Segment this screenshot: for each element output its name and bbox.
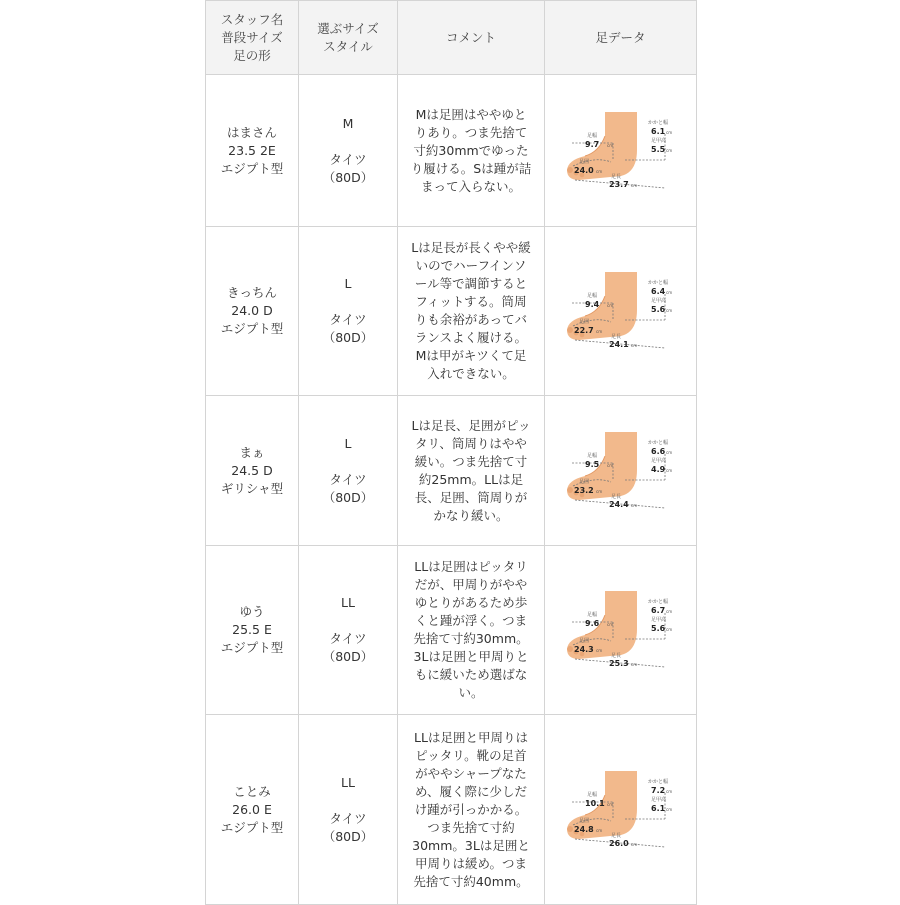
instep-height-label: 足甲高 bbox=[650, 457, 666, 464]
foot-shape: エジプト型 bbox=[220, 640, 284, 655]
instep-height-label: 足甲高 bbox=[650, 137, 666, 144]
length-unit: cm bbox=[630, 662, 637, 667]
girth-unit: cm bbox=[595, 488, 602, 494]
comment-line: Mは足囲はややゆと bbox=[415, 106, 527, 122]
instep-height-value: 4.9 bbox=[650, 464, 665, 474]
style-denier: （80D） bbox=[322, 828, 374, 844]
foot-data-cell bbox=[545, 396, 697, 546]
foot-diagram bbox=[565, 430, 677, 512]
instep-height-value: 5.5 bbox=[650, 144, 665, 154]
staff-name: はまさん bbox=[226, 124, 277, 140]
style-name: タイツ bbox=[329, 810, 367, 826]
table-row bbox=[206, 396, 697, 546]
chosen-size: LL bbox=[341, 595, 355, 610]
style-name: タイツ bbox=[329, 631, 367, 646]
foot-width-value: 9.5 bbox=[584, 459, 599, 469]
girth-unit: cm bbox=[595, 827, 602, 833]
comment-line: い。 bbox=[458, 685, 484, 700]
size-cell bbox=[299, 75, 398, 227]
instep-height-label: 足甲高 bbox=[650, 298, 666, 304]
comment-line: 緩い。つま先捨て寸 bbox=[414, 453, 528, 469]
size-cell bbox=[299, 715, 398, 905]
comment-line: り履ける。Sは踵が詰 bbox=[410, 160, 532, 176]
comment-line: がややシャープなた bbox=[415, 765, 527, 781]
girth-unit: cm bbox=[595, 329, 602, 334]
comment-line: つま先捨て寸約 bbox=[427, 819, 515, 835]
comment-line: Lは足長、足囲がピッ bbox=[411, 417, 531, 433]
length-value: 25.3 bbox=[608, 659, 629, 668]
girth-value: 24.0 bbox=[573, 165, 594, 175]
foot-width-value: 10.1 bbox=[584, 798, 605, 808]
heel-width-unit: cm bbox=[665, 129, 672, 135]
girth-unit: cm bbox=[595, 648, 602, 653]
heel-width-unit: cm bbox=[665, 609, 672, 614]
comment-line: 30mm。3Lは足囲と bbox=[412, 837, 530, 853]
foot-data-cell bbox=[545, 715, 697, 905]
width-label: 足幅 bbox=[586, 132, 597, 139]
heel-width-value: 6.6 bbox=[650, 446, 665, 456]
comment-line: Lは足長が長くやや緩 bbox=[411, 240, 531, 255]
comment-line: 3Lは足囲と甲周りと bbox=[413, 649, 529, 664]
comment-cell bbox=[398, 546, 545, 715]
comment-line: 長、足囲、筒周りが bbox=[414, 489, 528, 505]
comment-line: くと踵が浮く。つま bbox=[414, 613, 528, 628]
chosen-size: L bbox=[344, 435, 352, 451]
comment-line: タリ、筒周りはやや bbox=[415, 435, 527, 451]
header-comment: コメント bbox=[398, 1, 545, 75]
comment-line: りあり。つま先捨て bbox=[414, 124, 528, 140]
width-label: 足幅 bbox=[586, 452, 597, 459]
length-value: 23.7 bbox=[608, 179, 629, 189]
girth-label: 足囲 bbox=[578, 319, 589, 325]
comment-line: 寸約30mmでゆった bbox=[413, 142, 529, 158]
girth-value: 23.2 bbox=[573, 485, 594, 495]
comment-line: 入れできない。 bbox=[427, 366, 515, 381]
instep-height-unit: cm bbox=[665, 147, 672, 153]
staff-name: まぁ bbox=[239, 444, 265, 460]
header-staff bbox=[206, 1, 299, 75]
heel-width-label: かかと幅 bbox=[647, 280, 668, 286]
comment-line: 約25mm。LLは足 bbox=[418, 471, 524, 487]
header-staff-line: 普段サイズ bbox=[221, 29, 283, 45]
comment-line: Mは甲がキツくて足 bbox=[415, 348, 527, 363]
comment-line: LLは足囲と甲周りは bbox=[414, 729, 528, 745]
usual-size: 24.0 D bbox=[231, 303, 273, 318]
header-staff-line: スタッフ名 bbox=[220, 11, 284, 27]
girth-unit: cm bbox=[595, 168, 602, 174]
length-label: 足長 bbox=[610, 173, 621, 180]
comment-cell bbox=[398, 715, 545, 905]
heel-width-unit: cm bbox=[665, 788, 672, 794]
length-value: 26.0 bbox=[608, 838, 629, 848]
chosen-size: M bbox=[342, 115, 354, 131]
style-denier: （80D） bbox=[322, 330, 374, 345]
staff-cell bbox=[206, 75, 299, 227]
girth-value: 24.3 bbox=[573, 645, 594, 654]
header-staff-line: 足の形 bbox=[233, 47, 271, 63]
header-size-line: 選ぶサイズ bbox=[317, 20, 379, 36]
length-label: 足長 bbox=[610, 334, 621, 340]
staff-cell bbox=[206, 715, 299, 905]
instep-height-value: 5.6 bbox=[650, 624, 665, 633]
comment-line: 先捨て寸約40mm。 bbox=[413, 873, 529, 889]
usual-size: 26.0 E bbox=[232, 801, 272, 817]
heel-width-value: 6.1 bbox=[650, 126, 665, 136]
girth-label: 足囲 bbox=[578, 817, 589, 824]
comment-line: ール等で調節すると bbox=[414, 276, 528, 291]
width-unit: cm bbox=[606, 801, 613, 807]
width-unit: cm bbox=[606, 622, 613, 627]
heel-width-label: かかと幅 bbox=[647, 778, 668, 785]
comment-line: ピッタリ。靴の足首 bbox=[415, 747, 527, 763]
style-name: タイツ bbox=[329, 471, 367, 487]
size-cell bbox=[299, 227, 398, 396]
length-label: 足長 bbox=[610, 653, 621, 659]
length-value: 24.1 bbox=[608, 340, 629, 349]
instep-height-unit: cm bbox=[665, 308, 672, 313]
heel-width-value: 6.7 bbox=[650, 606, 665, 615]
foot-shape: エジプト型 bbox=[220, 321, 284, 336]
style-name: タイツ bbox=[329, 151, 367, 167]
heel-width-unit: cm bbox=[665, 290, 672, 295]
comment-line: だが、甲周りがやや bbox=[414, 577, 528, 592]
width-unit: cm bbox=[606, 142, 613, 148]
style-denier: （80D） bbox=[322, 489, 374, 505]
usual-size: 25.5 E bbox=[232, 622, 272, 637]
comment-line: LLは足囲はピッタリ bbox=[414, 559, 528, 574]
usual-size: 23.5 2E bbox=[228, 142, 276, 158]
header-foot-data: 足データ bbox=[545, 1, 697, 75]
staff-name: ゆう bbox=[239, 604, 265, 619]
heel-width-unit: cm bbox=[665, 449, 672, 455]
comment-line: ランスよく履ける。 bbox=[414, 330, 528, 345]
foot-diagram bbox=[565, 270, 677, 352]
length-unit: cm bbox=[630, 502, 637, 508]
comment-line: 甲周りは緩め。つま bbox=[414, 855, 527, 871]
comment-line: もに緩いため選ばな bbox=[414, 667, 528, 682]
header-size-line: スタイル bbox=[323, 38, 373, 54]
foot-data-cell bbox=[545, 75, 697, 227]
comment-line: りも余裕があってバ bbox=[414, 312, 528, 327]
size-comparison-table bbox=[205, 0, 697, 905]
length-unit: cm bbox=[630, 841, 637, 847]
width-label: 足幅 bbox=[586, 293, 597, 299]
girth-label: 足囲 bbox=[578, 158, 589, 165]
comment-line: かなり緩い。 bbox=[433, 507, 509, 523]
instep-height-value: 5.6 bbox=[650, 305, 665, 314]
heel-width-label: かかと幅 bbox=[647, 439, 668, 446]
chosen-size: LL bbox=[341, 774, 355, 790]
size-cell bbox=[299, 396, 398, 546]
foot-shape: エジプト型 bbox=[220, 819, 284, 835]
foot-diagram bbox=[565, 110, 677, 192]
table-row bbox=[206, 715, 697, 905]
header-size bbox=[299, 1, 398, 75]
heel-width-label: かかと幅 bbox=[647, 599, 668, 605]
length-unit: cm bbox=[630, 343, 637, 348]
staff-cell bbox=[206, 396, 299, 546]
width-unit: cm bbox=[606, 462, 613, 468]
staff-cell bbox=[206, 227, 299, 396]
header-row bbox=[206, 1, 697, 75]
length-label: 足長 bbox=[610, 832, 621, 839]
heel-width-value: 6.4 bbox=[650, 287, 665, 296]
instep-height-unit: cm bbox=[665, 627, 672, 632]
length-label: 足長 bbox=[610, 493, 621, 500]
staff-name: きっちん bbox=[226, 285, 277, 300]
instep-height-value: 6.1 bbox=[650, 803, 665, 813]
length-unit: cm bbox=[630, 182, 637, 188]
table-row bbox=[206, 75, 697, 227]
comment-line: ゆとりがあるため歩 bbox=[414, 595, 528, 610]
staff-name: ことみ bbox=[233, 783, 271, 799]
comment-line: 先捨て寸約30mm。 bbox=[413, 631, 529, 646]
instep-height-unit: cm bbox=[665, 467, 672, 473]
width-unit: cm bbox=[606, 303, 613, 308]
foot-data-cell bbox=[545, 546, 697, 715]
width-label: 足幅 bbox=[586, 612, 597, 618]
girth-value: 24.8 bbox=[573, 824, 594, 834]
foot-width-value: 9.6 bbox=[584, 619, 599, 628]
foot-data-cell bbox=[545, 227, 697, 396]
comment-line: め、履く際に少しだ bbox=[414, 783, 527, 799]
comment-cell bbox=[398, 75, 545, 227]
length-value: 24.4 bbox=[608, 499, 629, 509]
style-name: タイツ bbox=[329, 312, 367, 327]
foot-width-value: 9.7 bbox=[584, 139, 599, 149]
instep-height-unit: cm bbox=[665, 806, 672, 812]
usual-size: 24.5 D bbox=[231, 462, 273, 478]
style-denier: （80D） bbox=[322, 169, 374, 185]
girth-label: 足囲 bbox=[578, 638, 589, 644]
comment-cell bbox=[398, 396, 545, 546]
instep-height-label: 足甲高 bbox=[650, 796, 666, 803]
style-denier: （80D） bbox=[322, 649, 374, 664]
comment-line: け踵が引っかかる。 bbox=[414, 801, 528, 817]
staff-cell bbox=[206, 546, 299, 715]
comment-cell bbox=[398, 227, 545, 396]
foot-shape: ギリシャ型 bbox=[220, 480, 284, 496]
foot-width-value: 9.4 bbox=[584, 300, 599, 309]
heel-width-label: かかと幅 bbox=[647, 119, 668, 126]
foot-diagram bbox=[565, 589, 677, 671]
girth-value: 22.7 bbox=[573, 326, 594, 335]
heel-width-value: 7.2 bbox=[650, 785, 665, 795]
foot-shape: エジプト型 bbox=[220, 160, 284, 176]
comment-line: いのでハーフインソ bbox=[415, 258, 527, 273]
table-row bbox=[206, 546, 697, 715]
table-row bbox=[206, 227, 697, 396]
instep-height-label: 足甲高 bbox=[650, 617, 666, 623]
girth-label: 足囲 bbox=[578, 478, 589, 485]
foot-diagram bbox=[565, 769, 677, 851]
comment-line: まって入らない。 bbox=[420, 178, 521, 194]
size-cell bbox=[299, 546, 398, 715]
comment-line: フィットする。筒周 bbox=[415, 294, 527, 309]
chosen-size: L bbox=[344, 276, 352, 291]
width-label: 足幅 bbox=[586, 791, 597, 798]
